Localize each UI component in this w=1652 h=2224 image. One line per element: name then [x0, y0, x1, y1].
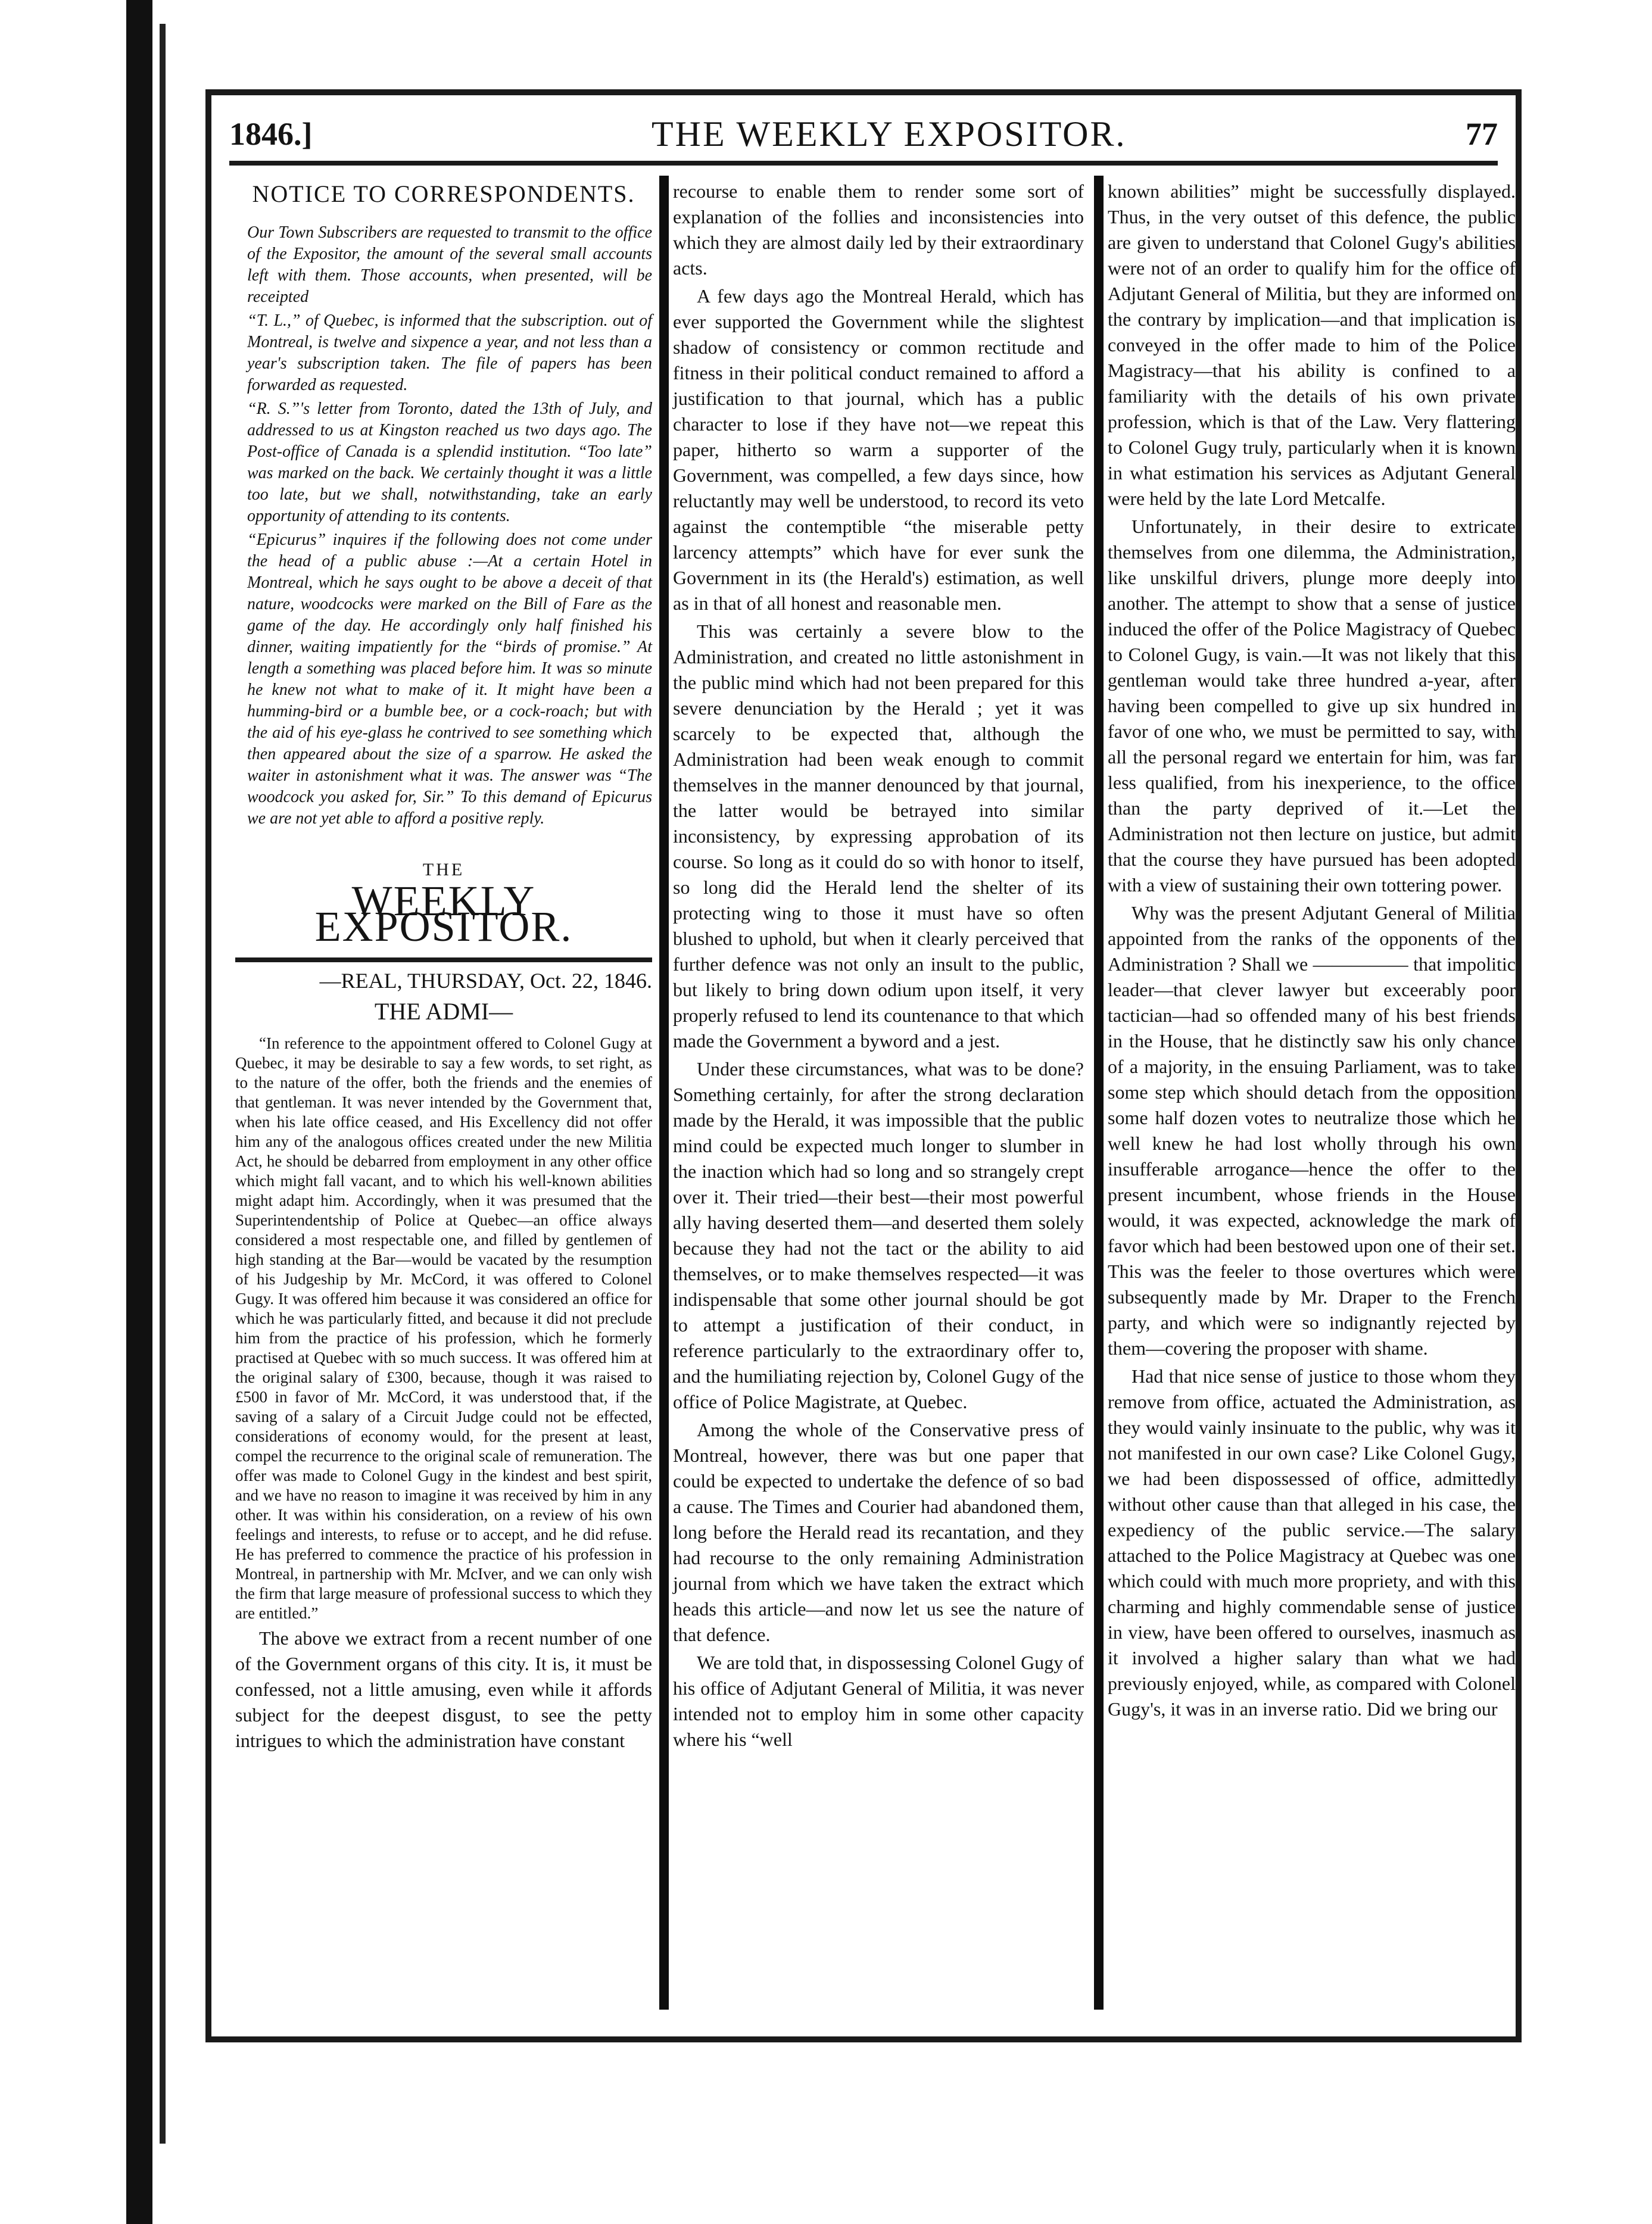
- quoted-extract: [235, 1034, 652, 1623]
- paragraph: A few days ago the Montreal Herald, which has ever supported the Government while the slightest shadow of consistency or common rectitude and fitness in their political conduct remained to afford a justification to that journal, which has a public character to lose if they have not—we repeat this paper, hitherto so warm a supporter of the Government, was compelled, a few days since, how reluctantly may well be understood, to record its veto against the contemptible “the miserable petty larcency attempts” which have for ever sunk the Government in its (the Herald's) estimation, as well as in that of all honest and reasonable men.: [673, 285, 1084, 614]
- column-1: [235, 179, 652, 1756]
- column-rule: [1094, 176, 1104, 2010]
- paragraph: This was certainly a severe blow to the Administration, and created no little astonishment in the public mind which had not been prepared for this severe denunciation by the Herald ; yet it was scarcely to be expected that, although the Administration had been weak enough to commit themselves in the manner denounced by that journal, the latter would be betrayed into similar inconsistency, by expressing approbation of its course. So long as it could do so with honor to itself, so long did the Herald lend the shelter of its protecting wing to those it must have so often blushed to uphold, but when it clearly perceived that further defence was not only an insult to the public, but likely to bring down odium upon itself, it very properly refused to lend its countenance to that which made the Government a byword and a jest.: [673, 620, 1084, 1052]
- notice-entry: Our Town Subscribers are requested to transmit to the office of the Expositor, the amount of the several small accounts left with them. Those accounts, when presented, will be receipted: [247, 223, 652, 306]
- scan-edge-inner: [160, 24, 166, 2144]
- notice-entry: “Epicurus” inquires if the following does not come under the head of a public abuse :—At a certain Hotel in Montreal, which he says ought to be above a deceit of that nature, woodcocks were marked on the Bill of Fare as the game of the day. He accordingly only half finished his dinner, waiting impatiently for the “birds of promise.” At length a something was placed before him. It was so minute he knew not what to make of it. It might have been a humming-bird or a bumble bee, or a cock-roach; but with the aid of his eye-glass he contrived to see something which then appeared about the size of a sparrow. He asked the waiter in astonishment what it was. The answer was “The woodcock you asked for, Sir.” To this demand of Epicurus we are not yet able to afford a positive reply.: [247, 531, 652, 828]
- paragraph: Had that nice sense of justice to those whom they remove from office, actuated the Administration, as they would vainly insinuate to the public, why was it not manifested in our own case? Like Colonel Gugy, we had been dispossessed of office, admittedly without other cause than that alleged in his case, the expediency of the public service.—The salary attached to the Police Magistracy at Quebec was one which could with much more propriety, and with this charming and highly commendable sense of justice in view, have been offered to ourselves, inasmuch as it involved a higher salary than what we had previously enjoyed, while, as compared with Colonel Gugy's, it was in an inverse ratio. Did we bring our: [1108, 1365, 1516, 1720]
- header-title: THE WEEKLY EXPOSITOR.: [651, 114, 1127, 154]
- masthead-small: THE: [422, 860, 465, 879]
- column-rule: [659, 176, 669, 2010]
- paragraph: Under these circumstances, what was to be done? Something certainly, for after the strong declaration made by the Herald, it was impossible that the public mind could be expected much longer to slumber in the inaction which had so long and so strangely crept over it. Their tried—their best—their most powerful ally having deserted them—and deserted them solely because they had not the tact or the ability to aid themselves, or to make themselves respected—it was indispensable that some other journal should be got to attempt a justification of their conduct, in reference particularly to the extraordinary offer to, and the humiliating rejection by, Colonel Gugy of the office of Police Magistrate, at Quebec.: [673, 1058, 1084, 1412]
- paragraph: Unfortunately, in their desire to extricate themselves from one dilemma, the Administration, like unskilful drivers, plunge more deeply into another. The attempt to show that a sense of justice induced the offer of the Police Magistracy of Quebec to Colonel Gugy, is vain.—It was not likely that this gentleman would take three hundred a-year, after having been compelled to give up six hundred in favor of one who, we must be permitted to say, with all the personal regard we entertain for him, was far less qualified, from his inexperience, to the office than the party deprived of it.—Let the Administration not then lecture on justice, but admit that the course they have pursued has been adopted with a view of sustaining their own tottering power.: [1108, 516, 1516, 896]
- paragraph: known abilities” might be successfully displayed. Thus, in the very outset of this defence, the public are given to understand that Colonel Gugy's abilities were not of an order to qualify him for the office of Adjutant General of Militia, but they are informed on the contrary by implication—and that implication is conveyed in the offer made to him of the Police Magistracy—that his ability is confined to a familiarity with the details of his own private profession, which is that of the Law. Very flattering to Colonel Gugy truly, particularly when it is known in what estimation his services as Adjutant General were held by the late Lord Metcalfe.: [1108, 180, 1516, 509]
- paragraph: The above we extract from a recent number of one of the Government organs of this city. It is, it must be confessed, not a little amusing, even while it affords subject for the deepest disgust, to see the petty intrigues to which the administration have constant: [235, 1627, 652, 1751]
- masthead-title: WEEKLY EXPOSITOR.: [314, 877, 573, 950]
- paragraph: Among the whole of the Conservative press of Montreal, however, there was but one paper that could be expected to undertake the defence of so bad a cause. The Times and Courier had abandoned them, long before the Herald read its recantation, and they had recourse to the only remaining Administration journal from which we have taken the extract which heads this article—and now let us see the nature of that defence.: [673, 1419, 1084, 1645]
- scan-edge: [126, 0, 152, 2224]
- article-subhead: THE ADMI—: [374, 998, 513, 1025]
- paragraph: Why was the present Adjutant General of Militia appointed from the ranks of the opponents of the Administration ? Shall we ————— that impolitic leader—that clever lawyer but exceerably poor tactician—had so offended many of his best friends in the House, that he distinctly saw his only chance of a majority, in the ensuing Parliament, was to take some step which should detach from the opposition some half dozen votes to neutralize those which he well knew he had lost wholly through his own insufferable arrogance—hence the offer to the present incumbent, whose friends in the House would, it was expected, acknowledge the mark of favor which had been bestowed upon one of their set. This was the feeler to those overtures which were subsequently made by Mr. Draper to the French party, and which were so indignantly rejected by them—covering the proposer with shame.: [1108, 902, 1516, 1359]
- notice-heading: NOTICE TO CORRESPONDENTS.: [252, 180, 635, 207]
- column-3: [1108, 179, 1516, 1724]
- column-2: [673, 179, 1084, 1755]
- header-page-number: 77: [1466, 116, 1498, 152]
- paragraph: “In reference to the appointment offered to Colonel Gugy at Quebec, it may be desirable to say a few words, to set right, as to the nature of the offer, both the friends and the enemies of that gentleman. It was never intended by the Government that, when his late office ceased, and His Excellency did not offer him any of the analogous offices created under the new Militia Act, he should be debarred from employment in any other office which might fall vacant, and to which his well-known abilities might adapt him. Accordingly, when it was presumed that the Superintendentship of Police at Quebec—an office always considered a most respectable one, and filled by gentlemen of high standing at the Bar—would be vacated by the resumption of his Judgeship by Mr. McCord, it was offered to Colonel Gugy. It was offered him because it was considered an office for which he was particularly fitted, and because it did not preclude him from the practice of his profession, which he formerly practised at Quebec with so much success. It was offered him at the original salary of £300, because, though it was raised to £500 in favor of Mr. McCord, it was understood that, if the saving of a salary of a Circuit Judge could not be effected, considerations of economy would, for the present at least, compel the recurrence to the original scale of remuneration. The offer was made to Colonel Gugy in the kindest and best spirit, and we have no reason to imagine it was received by him in any other. It was within his consideration, on a review of his own feelings and interests, to refuse or to accept, and he did refuse. He has preferred to commence the practice of his profession in Montreal, in partnership with Mr. McIver, and we can only wish the firm that large measure of professional success to which they are entitled.”: [235, 1034, 652, 1622]
- dateline-rule: [235, 957, 652, 962]
- paragraph: We are told that, in dispossessing Colonel Gugy of his office of Adjutant General of Militia, it was never intended not to employ him in some other capacity where his “well: [673, 1652, 1084, 1750]
- paragraph: recourse to enable them to render some sort of explanation of the follies and inconsistencies into which they are almost daily led by their extraordinary acts.: [673, 180, 1084, 279]
- page-header: [229, 107, 1498, 166]
- notice-entry: “R. S.”'s letter from Toronto, dated the 13th of July, and addressed to us at Kingston reached us two days ago. The Post-office of Canada is a splendid institution. “Too late” was marked on the back. We certainly thought it was a little too late, but we shall, notwithstanding, take an early opportunity of attending to its contents.: [247, 400, 652, 525]
- header-year: 1846.]: [229, 116, 313, 152]
- notice-entry: “T. L.,” of Quebec, is informed that the subscription. out of Montreal, is twelve and sixpence a year, and not less than a year's subscription taken. The file of papers has been forwarded as requested.: [247, 311, 652, 394]
- dateline: —REAL, THURSDAY, Oct. 22, 1846.: [319, 969, 652, 993]
- newspaper-page: [205, 89, 1522, 2042]
